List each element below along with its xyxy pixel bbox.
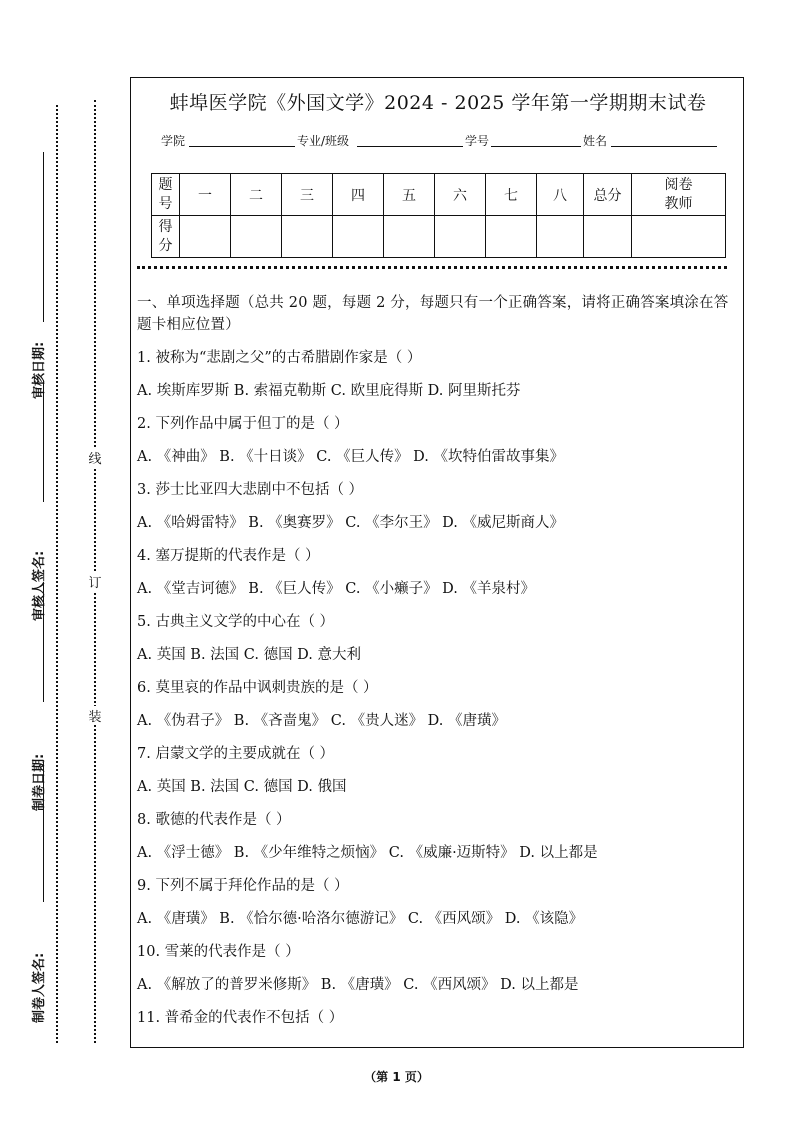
review-date-label: 审核日期: xyxy=(32,341,47,399)
question-options: A. 英国 B. 法国 C. 德国 D. 意大利 xyxy=(137,647,362,663)
question-text: 7. 启蒙文学的主要成就在（ ） xyxy=(137,746,335,762)
student-id-field[interactable] xyxy=(491,146,581,147)
page-number: （第 1 页） xyxy=(364,1070,429,1084)
score-row-header: 得 分 xyxy=(152,216,180,258)
col-header: 三 xyxy=(282,174,333,216)
score-cell[interactable] xyxy=(180,216,231,258)
question-options: A. 英国 B. 法国 C. 德国 D. 俄国 xyxy=(137,779,347,795)
score-table-header-row xyxy=(152,174,726,216)
reviewer-sign-line xyxy=(43,380,44,502)
questions-section xyxy=(137,292,737,1040)
question-options: A. 埃斯库罗斯 B. 索福克勒斯 C. 欧里庇得斯 D. 阿里斯托芬 xyxy=(137,383,521,399)
question-text: 9. 下列不属于拜伦作品的是（ ） xyxy=(137,878,349,894)
binding-line-char: 线 xyxy=(88,448,102,467)
question-options: A. 《堂吉诃德》 B. 《巨人传》 C. 《小癞子》 D. 《羊泉村》 xyxy=(137,581,536,597)
score-cell[interactable] xyxy=(384,216,435,258)
score-cell[interactable] xyxy=(231,216,282,258)
question-options: A. 《唐璜》 B. 《恰尔德·哈洛尔德游记》 C. 《西风颂》 D. 《该隐》 xyxy=(137,911,584,927)
reviewer-sign-label: 审核人签名: xyxy=(32,550,47,621)
major-field[interactable] xyxy=(357,146,463,147)
score-cell[interactable] xyxy=(282,216,333,258)
question-number-header: 题 号 xyxy=(152,174,180,216)
outer-dotted-binding-line xyxy=(56,105,58,1043)
col-header: 七 xyxy=(486,174,537,216)
question-options: A. 《哈姆雷特》 B. 《奥赛罗》 C. 《李尔王》 D. 《威尼斯商人》 xyxy=(137,515,565,531)
reviewer-cell[interactable] xyxy=(632,216,726,258)
question-text: 5. 古典主义文学的中心在（ ） xyxy=(137,614,335,630)
score-cell[interactable] xyxy=(486,216,537,258)
question-options: A. 《神曲》 B. 《十日谈》 C. 《巨人传》 D. 《坎特伯雷故事集》 xyxy=(137,449,565,465)
question-text: 10. 雪莱的代表作是（ ） xyxy=(137,944,300,960)
reviewer-header: 阅卷 教师 xyxy=(632,174,726,216)
binding-order-char: 订 xyxy=(88,572,102,591)
maker-date-line xyxy=(43,582,44,702)
score-table-score-row xyxy=(152,216,726,258)
maker-sign-line xyxy=(43,762,44,902)
score-table xyxy=(151,173,726,258)
question-options: A. 《伪君子》 B. 《吝啬鬼》 C. 《贵人迷》 D. 《唐璜》 xyxy=(137,713,507,729)
name-field[interactable] xyxy=(611,146,717,147)
exam-title: 蚌埠医学院《外国文学》2024 - 2025 学年第一学期期末试卷 xyxy=(169,92,707,114)
student-id-label: 学号 xyxy=(465,134,490,148)
col-header: 二 xyxy=(231,174,282,216)
student-info-row xyxy=(161,132,721,152)
question-text: 11. 普希金的代表作不包括（ ） xyxy=(137,1010,344,1026)
exam-frame xyxy=(130,77,744,1048)
total-header: 总分 xyxy=(584,174,632,216)
question-text: 3. 莎士比亚四大悲剧中不包括（ ） xyxy=(137,482,364,498)
question-text: 8. 歌德的代表作是（ ） xyxy=(137,812,291,828)
question-text: 2. 下列作品中属于但丁的是（ ） xyxy=(137,416,349,432)
question-text: 1. 被称为“悲剧之父”的古希腊剧作家是（ ） xyxy=(137,350,422,366)
dotted-separator xyxy=(137,266,727,269)
col-header: 五 xyxy=(384,174,435,216)
review-date-line xyxy=(43,152,44,322)
question-options: A. 《浮士德》 B. 《少年维特之烦恼》 C. 《威廉·迈斯特》 D. 以上都是 xyxy=(137,845,598,861)
question-text: 6. 莫里哀的作品中讽刺贵族的是（ ） xyxy=(137,680,378,696)
college-label: 学院 xyxy=(161,134,186,148)
maker-sign-label: 制卷人签名: xyxy=(32,952,47,1023)
question-options: A. 《解放了的普罗米修斯》 B. 《唐璜》 C. 《西风颂》 D. 以上都是 xyxy=(137,977,579,993)
col-header: 六 xyxy=(435,174,486,216)
col-header: 八 xyxy=(537,174,584,216)
section-instruction: 一、单项选择题（总共 20 题，每题 2 分，每题只有一个正确答案，请将正确答案填涂在答题卡相应位置） xyxy=(137,295,729,333)
col-header: 四 xyxy=(333,174,384,216)
name-label: 姓名 xyxy=(583,134,608,148)
col-header: 一 xyxy=(180,174,231,216)
major-label: 专业/班级 xyxy=(297,134,350,148)
college-field[interactable] xyxy=(189,146,295,147)
binding-install-char: 装 xyxy=(88,706,102,725)
score-cell[interactable] xyxy=(435,216,486,258)
question-text: 4. 塞万提斯的代表作是（ ） xyxy=(137,548,320,564)
score-cell[interactable] xyxy=(333,216,384,258)
maker-date-label: 制卷日期: xyxy=(32,753,47,811)
total-score-cell[interactable] xyxy=(584,216,632,258)
score-cell[interactable] xyxy=(537,216,584,258)
